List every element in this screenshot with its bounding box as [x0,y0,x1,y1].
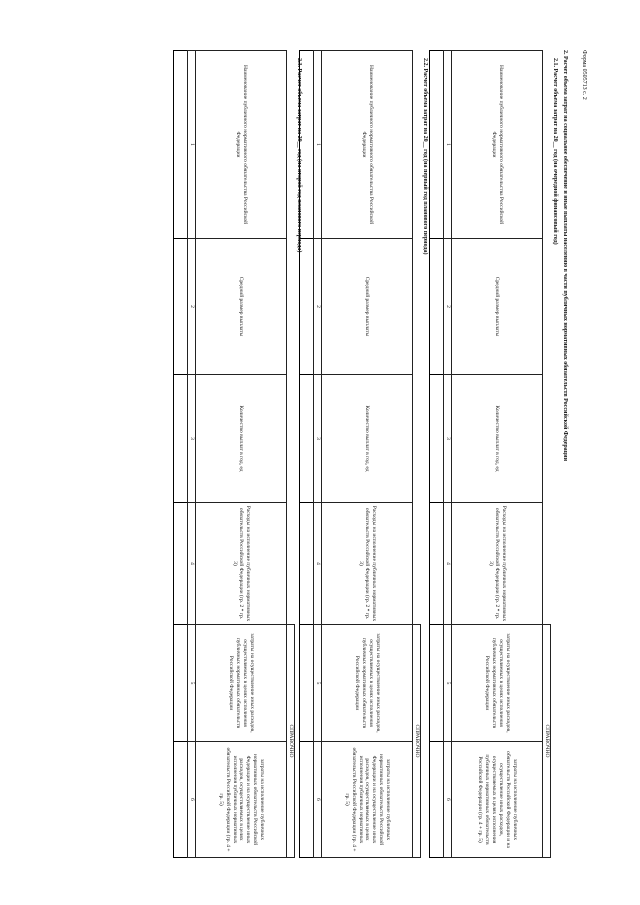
reference-label: СПРАВОЧНО [543,625,551,858]
calc-table-2-1 [429,50,551,858]
table-row-cell [300,239,314,375]
table-row-cell [300,503,314,625]
column-number: 3 [188,375,196,503]
column-number: 4 [314,503,322,625]
section-title-2-2: 2.2. Расчет объема затрат на 20__ год (на первый год планового периода) [422,58,428,255]
table-row-cell [430,742,444,858]
header-total-costs: затраты на исполнение публичных нормативных обязательств Российской Федерации и на осуществление иных расходов, осуществляемых в целях исполнения публичных нормативных обязательств Российской Федерации (гр. 4 + гр. 5) [322,742,413,858]
column-number: 5 [188,625,196,742]
reference-label: СПРАВОЧНО [287,625,295,858]
table-row-cell [430,503,444,625]
table-row-cell [174,375,188,503]
table-row-cell [430,51,444,239]
calc-table-2-2 [299,50,421,858]
header-obligation-costs: Расходы на исполнение публичных нормативных обязательств Российской Федерации (гр. 2 * гр. 3) [196,503,287,625]
column-number: 6 [314,742,322,858]
form-code: Форма 0505713 с. 2 [581,50,587,100]
column-number: 1 [444,51,452,239]
main-heading: 2. Расчет объема затрат на социальное обеспечение и иные выплаты населению в части публичных нормативных обязательств Российской Федерации [562,50,568,462]
header-payments-count: Количество выплат в год, ед [196,375,287,503]
table-row-cell [300,375,314,503]
column-number: 4 [188,503,196,625]
header-obligation-name: Наименование публичного нормативного обязательства Российской Федерации [322,51,413,239]
column-number: 5 [314,625,322,742]
column-number: 2 [444,239,452,375]
column-number: 4 [444,503,452,625]
column-number: 2 [188,239,196,375]
header-total-costs: затраты на исполнение публичных нормативных обязательств Российской Федерации и на осуществление иных расходов, осуществляемых в целях исполнения публичных нормативных обязательств Российской Федерации (гр. 4 + гр. 5) [196,742,287,858]
header-obligation-name: Наименование публичного нормативного обязательства Российской Федерации [452,51,543,239]
table-row-cell [174,51,188,239]
table-row-cell [174,742,188,858]
table-row-cell [174,239,188,375]
header-average-payment: Средний размер выплаты [322,239,413,375]
header-other-costs: затраты на осуществление иных расходов, осуществляемых в целях исполнения публичных нормативных обязательств Российской Федерации [196,625,287,742]
table-row-cell [174,625,188,742]
header-obligation-costs: Расходы на исполнение публичных нормативных обязательств Российской Федерации (гр. 2 * гр. 3) [322,503,413,625]
column-number: 3 [444,375,452,503]
header-other-costs: затраты на осуществление иных расходов, осуществляемых в целях исполнения публичных нормативных обязательств Российской Федерации [452,625,543,742]
header-payments-count: Количество выплат в год, ед [322,375,413,503]
header-total-costs: затраты на исполнение публичных обязательств Российской Федерации и на осуществление иных расходов, осуществляемых в целях исполнения публичных нормативных обязательств Российской Федерации (гр. 4 + гр. 5) [452,742,543,858]
column-number: 2 [314,239,322,375]
calc-table-2-3 [173,50,295,858]
column-number: 1 [314,51,322,239]
header-average-payment: Средний размер выплаты [196,239,287,375]
reference-label: СПРАВОЧНО [413,625,421,858]
header-payments-count: Количество выплат в год, ед [452,375,543,503]
header-other-costs: затраты на осуществление иных расходов, осуществляемых в целях исполнения публичных нормативных обязательств Российской Федерации [322,625,413,742]
column-number: 6 [444,742,452,858]
column-number: 6 [188,742,196,858]
table-row-cell [174,503,188,625]
table-row-cell [300,742,314,858]
header-obligation-name: Наименование публичного нормативного обязательства Российской Федерации [196,51,287,239]
header-obligation-costs: Расходы на исполнение публичных нормативных обязательств Российской Федерации (гр. 2 * гр. 3) [452,503,543,625]
table-row-cell [430,625,444,742]
table-row-cell [430,239,444,375]
column-number: 3 [314,375,322,503]
column-number: 5 [444,625,452,742]
table-row-cell [430,375,444,503]
table-row-cell [300,625,314,742]
header-average-payment: Средний размер выплаты [452,239,543,375]
section-title-2-1: 2.1. Расчет объема затрат на 20__ год (на очередной финансовый год) [552,58,558,245]
section-title-2-3: 2.3. Расчет объема затрат на 20__ год (на второй год планового периода) [296,58,302,253]
column-number: 1 [188,51,196,239]
